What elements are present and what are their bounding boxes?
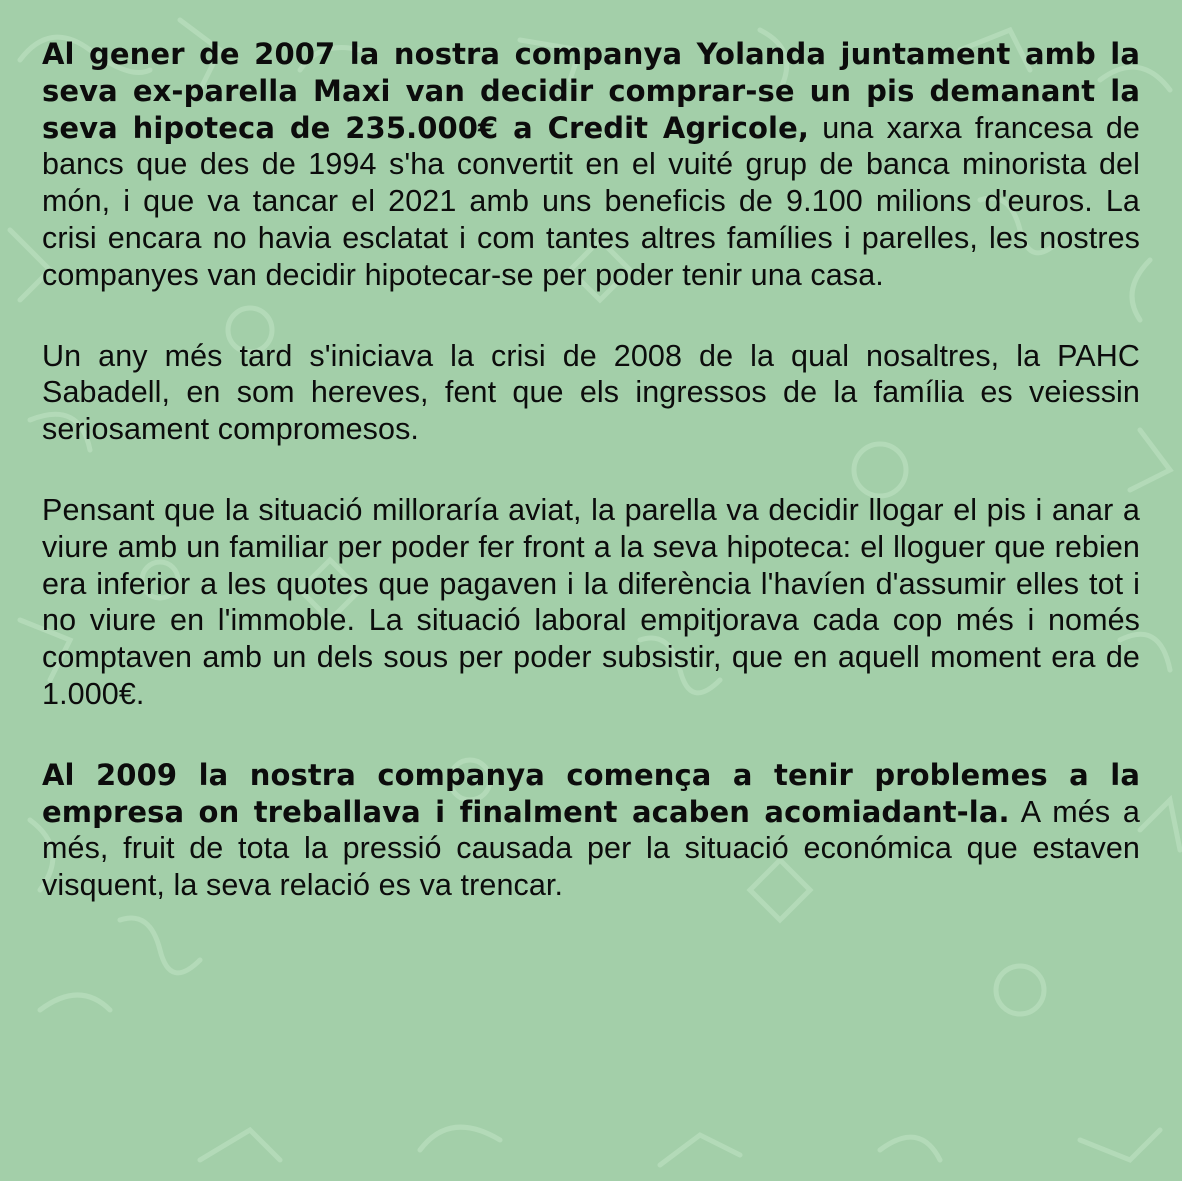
paragraph-3: [42, 492, 1140, 713]
article-text: [42, 36, 1140, 948]
paragraph-3-text: Pensant que la situació milloraría aviat, la parella va decidir llogar el pis i anar a viure amb un familiar per poder fer front a la seva hipoteca: el lloguer que rebien era inferior a les quotes que pagaven i la diferència l'havíen d'assumir elles tot i no viure en l'immoble. La situació laboral empitjorava cada cop més i només comptaven amb un dels sous per poder subsistir, que en aquell moment era de 1.000€.: [42, 492, 1140, 711]
paragraph-4-bold: Al 2009 la nostra companya comença a tenir problemes a la empresa on treballava i finalment acaben acomiadant-la.: [42, 757, 1140, 829]
paragraph-4: [42, 757, 1140, 904]
paragraph-2: [42, 338, 1140, 448]
paragraph-1-bold: Al gener de 2007 la nostra companya Yolanda juntament amb la seva ex-parella Maxi van decidir comprar-se un pis demanant la seva hipoteca de 235.000€ a Credit Agricole,: [42, 37, 1140, 145]
paragraph-2-text: Un any més tard s'iniciava la crisi de 2008 de la qual nosaltres, la PAHC Sabadell, en som hereves, fent que els ingressos de la família es veiessin seriosament compromesos.: [42, 338, 1140, 447]
paragraph-4-text: A més a més, fruit de tota la pressió causada per la situació económica que estaven visquent, la seva relació es va trencar.: [42, 794, 1140, 903]
paragraph-1: [42, 36, 1140, 294]
paragraph-1-text: una xarxa francesa de bancs que des de 1994 s'ha convertit en el vuité grup de banca minorista del món, i que va tancar el 2021 amb uns beneficis de 9.100 milions d'euros. La crisi encara no havia esclatat i com tantes altres famílies i parelles, les nostres companyes van decidir hipotecar-se per poder tenir una casa.: [42, 110, 1140, 292]
